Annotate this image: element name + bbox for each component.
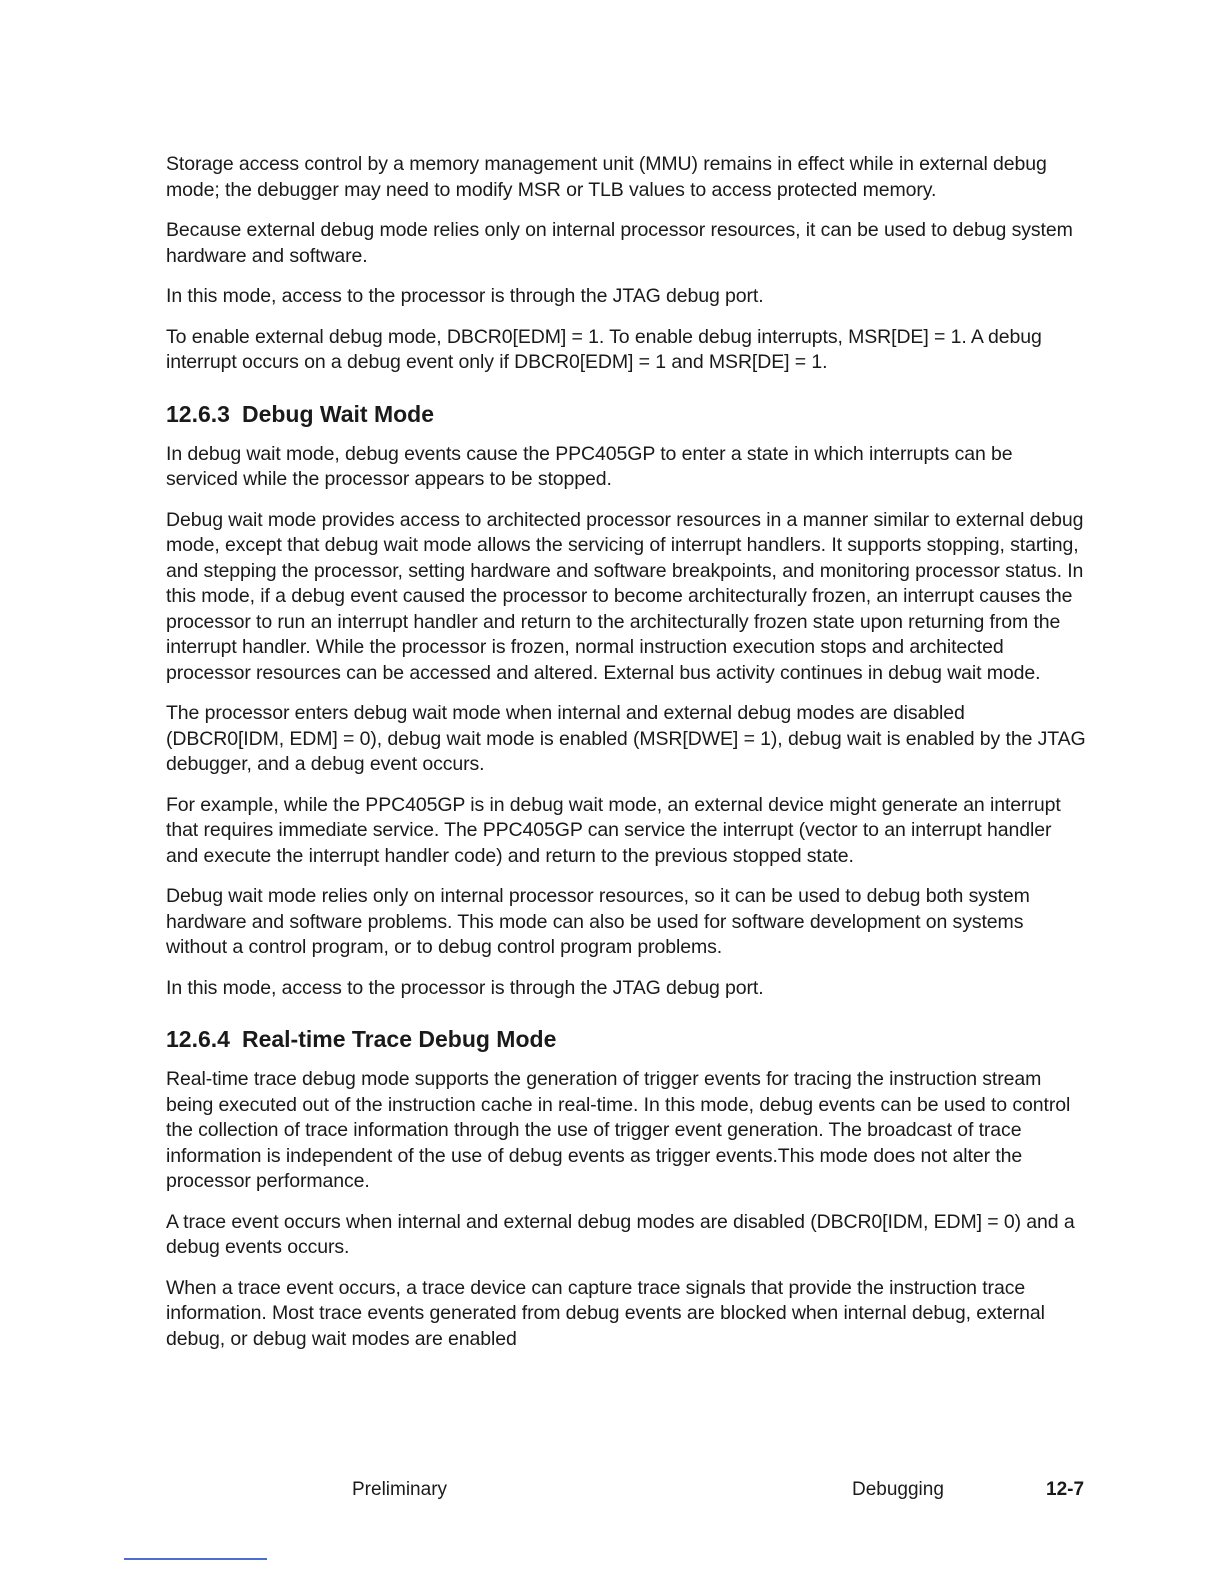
paragraph: When a trace event occurs, a trace device can capture trace signals that provide the instruction trace information. Most trace events generated from debug events are blocked when internal debug, external debug, or debug wait modes are enabled	[166, 1276, 1045, 1350]
paragraph: Real-time trace debug mode supports the generation of trigger events for tracing the instruction stream being executed out of the instruction cache in real-time. In this mode, debug events can be used to control the collection of trace information through the use of trigger event generation. The broadcast of trace information is independent of the use of debug events as trigger events.This mode does not alter the processor performance.	[166, 1068, 1071, 1192]
section-number: 12.6.4	[166, 1026, 230, 1052]
footer-chapter: Debugging	[852, 1479, 944, 1500]
section-number: 12.6.3	[166, 400, 230, 427]
bottom-rule	[124, 1558, 267, 1560]
footer-status: Preliminary	[352, 1479, 448, 1500]
page-footer	[0, 1478, 1224, 1502]
section-heading-real-time-trace	[166, 1025, 1086, 1053]
paragraph: To enable external debug mode, DBCR0[EDM] = 1. To enable debug interrupts, MSR[DE] = 1. A debug interrupt occurs on a debug event only if DBCR0[EDM] = 1 and MSR[DE] = 1.	[166, 325, 1042, 373]
paragraph: In this mode, access to the processor is through the JTAG debug port.	[166, 976, 764, 999]
section-title: Real-time Trace Debug Mode	[241, 1026, 557, 1052]
paragraph: The processor enters debug wait mode when internal and external debug modes are disabled (DBCR0[IDM, EDM] = 0), debug wait mode is enabled (MSR[DWE] = 1), debug wait is enabled by the JTAG debugger, and a debug event occurs.	[166, 702, 1086, 775]
paragraph: Debug wait mode provides access to architected processor resources in a manner similar to external debug mode, except that debug wait mode allows the servicing of interrupt handlers. It supports stopping, starting, and stepping the processor, setting hardware and software breakpoints, and monitoring processor status. In this mode, if a debug event caused the processor to become architecturally frozen, an interrupt causes the processor to run an interrupt handler and return to the architecturally frozen state upon returning from the interrupt handler. While the processor is frozen, normal instruction execution stops and architected processor resources can be accessed and altered. External bus activity continues in debug wait mode.	[166, 508, 1084, 684]
paragraph: Storage access control by a memory management unit (MMU) remains in effect while in external debug mode; the debugger may need to modify MSR or TLB values to access protected memory.	[166, 153, 1047, 201]
paragraph: In debug wait mode, debug events cause the PPC405GP to enter a state in which interrupts can be serviced while the processor appears to be stopped.	[166, 442, 1013, 490]
footer-page-number: 12-7	[1046, 1479, 1085, 1500]
paragraph: Because external debug mode relies only on internal processor resources, it can be used to debug system hardware and software.	[166, 219, 1073, 267]
paragraph: For example, while the PPC405GP is in debug wait mode, an external device might generate an interrupt that requires immediate service. The PPC405GP can service the interrupt (vector to an interrupt handler and execute the interrupt handler code) and return to the previous stopped state.	[166, 793, 1061, 867]
paragraph: In this mode, access to the processor is through the JTAG debug port.	[166, 285, 764, 307]
paragraph: A trace event occurs when internal and external debug modes are disabled (DBCR0[IDM, EDM] = 0) and a debug events occurs.	[166, 1210, 1075, 1258]
section-heading-debug-wait-mode	[166, 400, 1086, 428]
section-title: Debug Wait Mode	[241, 400, 435, 427]
paragraph: Debug wait mode relies only on internal processor resources, so it can be used to debug both system hardware and software problems. This mode can also be used for software development on systems without a control program, or to debug control program problems.	[166, 885, 1030, 958]
page-body	[166, 152, 1086, 1367]
